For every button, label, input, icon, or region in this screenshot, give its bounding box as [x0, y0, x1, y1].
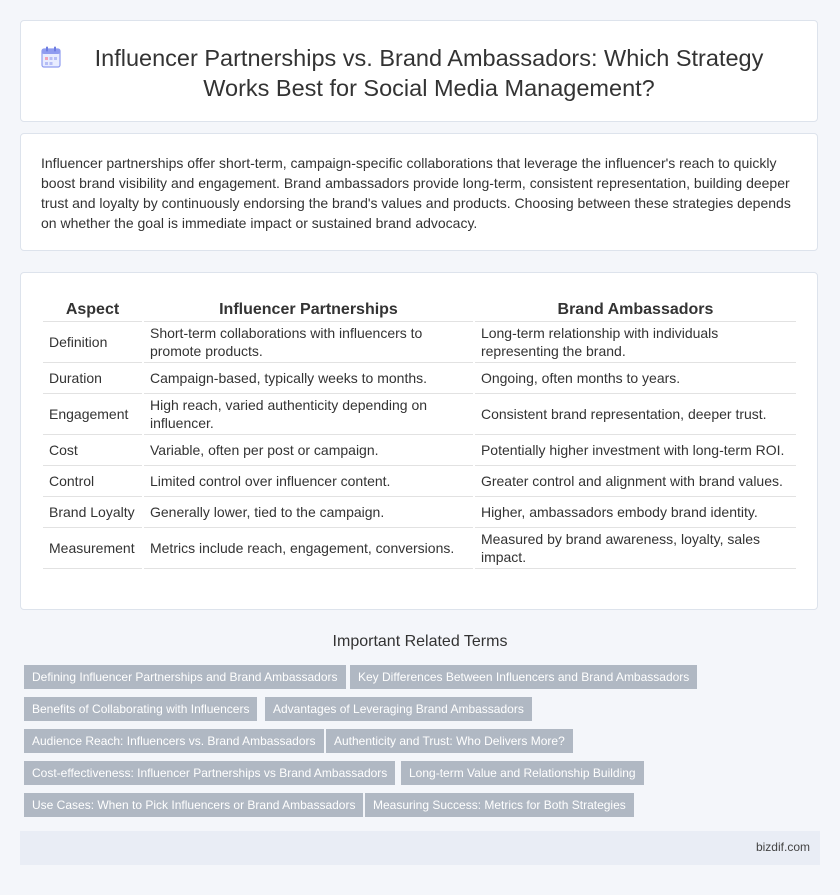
table-row [43, 363, 796, 394]
ambassador-cell: Potentially higher investment with long-term ROI. [475, 435, 796, 466]
aspect-cell: Control [43, 466, 142, 497]
ambassador-cell: Long-term relationship with individuals representing the brand. [475, 322, 796, 363]
table-row [43, 497, 796, 528]
aspect-cell: Brand Loyalty [43, 497, 142, 528]
column-header-ambassador: Brand Ambassadors [475, 293, 796, 322]
aspect-cell: Duration [43, 363, 142, 394]
related-term-tag[interactable]: Key Differences Between Influencers and Brand Ambassadors [350, 665, 697, 689]
intro-paragraph: Influencer partnerships offer short-term, campaign-specific collaborations that leverage the influencer's reach to quickly boost brand visibility and engagement. Brand ambassadors provide long-term, consistent representation, building deeper trust and loyalty by continuously endorsing the brand's values and products. Choosing between these strategies depends on whether the goal is immediate impact or sustained brand advocacy. [41, 155, 791, 231]
related-term-tag[interactable]: Defining Influencer Partnerships and Brand Ambassadors [24, 665, 346, 689]
page-title: Influencer Partnerships vs. Brand Ambassadors: Which Strategy Works Best for Social Media Management? [94, 45, 764, 101]
related-term-tag[interactable]: Measuring Success: Metrics for Both Strategies [365, 793, 634, 817]
related-term-tag[interactable]: Advantages of Leveraging Brand Ambassadors [265, 697, 532, 721]
influencer-cell: Variable, often per post or campaign. [144, 435, 473, 466]
footer [20, 831, 820, 865]
intro-card [20, 133, 818, 251]
table-row [43, 435, 796, 466]
related-term-tag[interactable]: Authenticity and Trust: Who Delivers More? [326, 729, 573, 753]
aspect-cell: Definition [43, 322, 142, 363]
header-card [20, 20, 818, 122]
ambassador-cell: Higher, ambassadors embody brand identity. [475, 497, 796, 528]
related-term-tag[interactable]: Benefits of Collaborating with Influencers [24, 697, 257, 721]
calendar-icon [41, 46, 61, 68]
related-term-tag[interactable]: Audience Reach: Influencers vs. Brand Ambassadors [24, 729, 324, 753]
influencer-cell: Generally lower, tied to the campaign. [144, 497, 473, 528]
ambassador-cell: Measured by brand awareness, loyalty, sales impact. [475, 528, 796, 569]
ambassador-cell: Greater control and alignment with brand values. [475, 466, 796, 497]
comparison-card [20, 272, 818, 610]
table-row [43, 394, 796, 435]
aspect-cell: Measurement [43, 528, 142, 569]
influencer-cell: High reach, varied authenticity depending on influencer. [144, 394, 473, 435]
influencer-cell: Metrics include reach, engagement, conversions. [144, 528, 473, 569]
related-term-tag[interactable]: Use Cases: When to Pick Influencers or Brand Ambassadors [24, 793, 363, 817]
ambassador-cell: Ongoing, often months to years. [475, 363, 796, 394]
related-term-tag[interactable]: Cost-effectiveness: Influencer Partnerships vs Brand Ambassadors [24, 761, 395, 785]
related-term-tag[interactable]: Long-term Value and Relationship Building [401, 761, 644, 785]
comparison-table [41, 293, 798, 569]
column-header-aspect: Aspect [43, 293, 142, 322]
influencer-cell: Campaign-based, typically weeks to months. [144, 363, 473, 394]
table-row [43, 322, 796, 363]
influencer-cell: Short-term collaborations with influencers to promote products. [144, 322, 473, 363]
related-terms-title: Important Related Terms [332, 633, 508, 650]
ambassador-cell: Consistent brand representation, deeper trust. [475, 394, 796, 435]
aspect-cell: Cost [43, 435, 142, 466]
table-row [43, 528, 796, 569]
influencer-cell: Limited control over influencer content. [144, 466, 473, 497]
aspect-cell: Engagement [43, 394, 142, 435]
site-name[interactable]: bizdif.com [755, 840, 810, 854]
column-header-influencer: Influencer Partnerships [144, 293, 473, 322]
table-row [43, 466, 796, 497]
